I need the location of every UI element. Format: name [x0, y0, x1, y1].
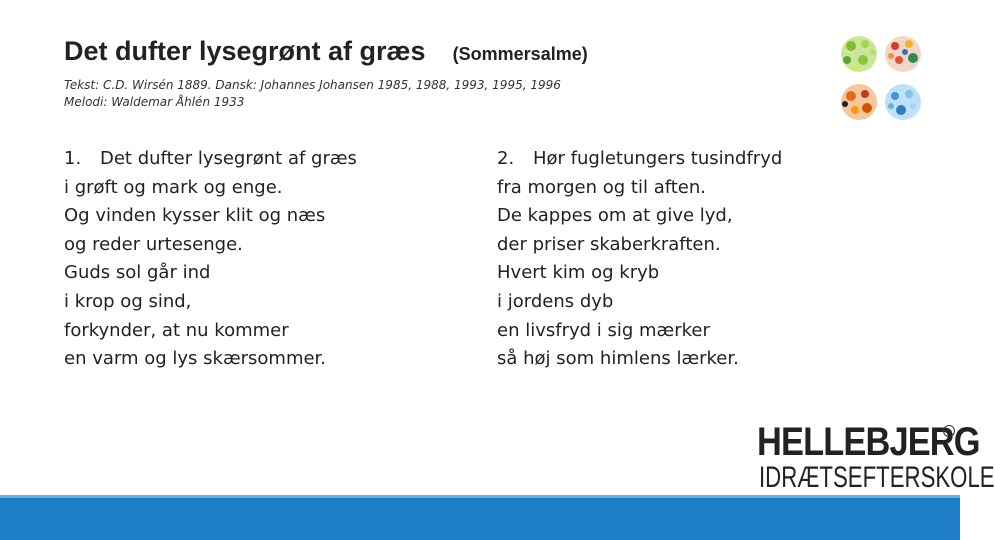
spring-quadrant [841, 36, 877, 72]
verse-line: Hvert kim og kryb [497, 262, 660, 284]
verse-1 [64, 145, 357, 374]
autumn-quadrant [841, 84, 877, 120]
credits [64, 77, 561, 111]
verse-line: De kappes om at give lyd, [497, 205, 733, 227]
melody-credit: Melodi: Waldemar Åhlén 1933 [64, 95, 245, 109]
verse-line: der priser skaberkraften. [497, 233, 721, 255]
verse-line: i krop og sind, [64, 290, 192, 312]
verse-line: Og vinden kysser klit og næs [64, 205, 326, 227]
verse-line: 1. Det dufter lysegrønt af græs [64, 145, 357, 174]
verse-line: så høj som himlens lærker. [497, 348, 739, 370]
winter-quadrant [885, 84, 921, 120]
logo-line-2: IDRÆTSEFTERSKOLE [759, 461, 995, 494]
verse-line: en varm og lys skærsommer. [64, 348, 327, 370]
title-row [64, 36, 588, 67]
footer-bar [0, 498, 960, 540]
registered-mark-icon [943, 425, 955, 437]
school-logo [757, 420, 995, 500]
verse-line: forkynder, at nu kommer [64, 319, 289, 341]
seasons-emblem-icon [833, 30, 929, 126]
verse-line: og reder urtesenge. [64, 233, 243, 255]
verse-line: fra morgen og til aften. [497, 176, 707, 198]
page-title: Det dufter lysegrønt af græs [64, 36, 426, 66]
verse-number: 2. [497, 148, 515, 169]
verse-2 [497, 145, 782, 374]
verse-line: i jordens dyb [497, 290, 614, 312]
logo-line-1: HELLEBJERG [757, 420, 980, 464]
summer-quadrant [885, 36, 921, 72]
verse-line: Guds sol går ind [64, 262, 211, 284]
text-credit: Tekst: C.D. Wirsén 1889. Dansk: Johannes Johansen 1985, 1988, 1993, 1995, 1996 [64, 78, 561, 92]
page-subtitle: (Sommersalme) [452, 44, 588, 64]
verse-line: en livsfryd i sig mærker [497, 319, 710, 341]
verse-line: i grøft og mark og enge. [64, 176, 283, 198]
verse-number: 1. [64, 148, 82, 169]
verse-line: 2. Hør fugletungers tusindfryd [497, 145, 782, 174]
